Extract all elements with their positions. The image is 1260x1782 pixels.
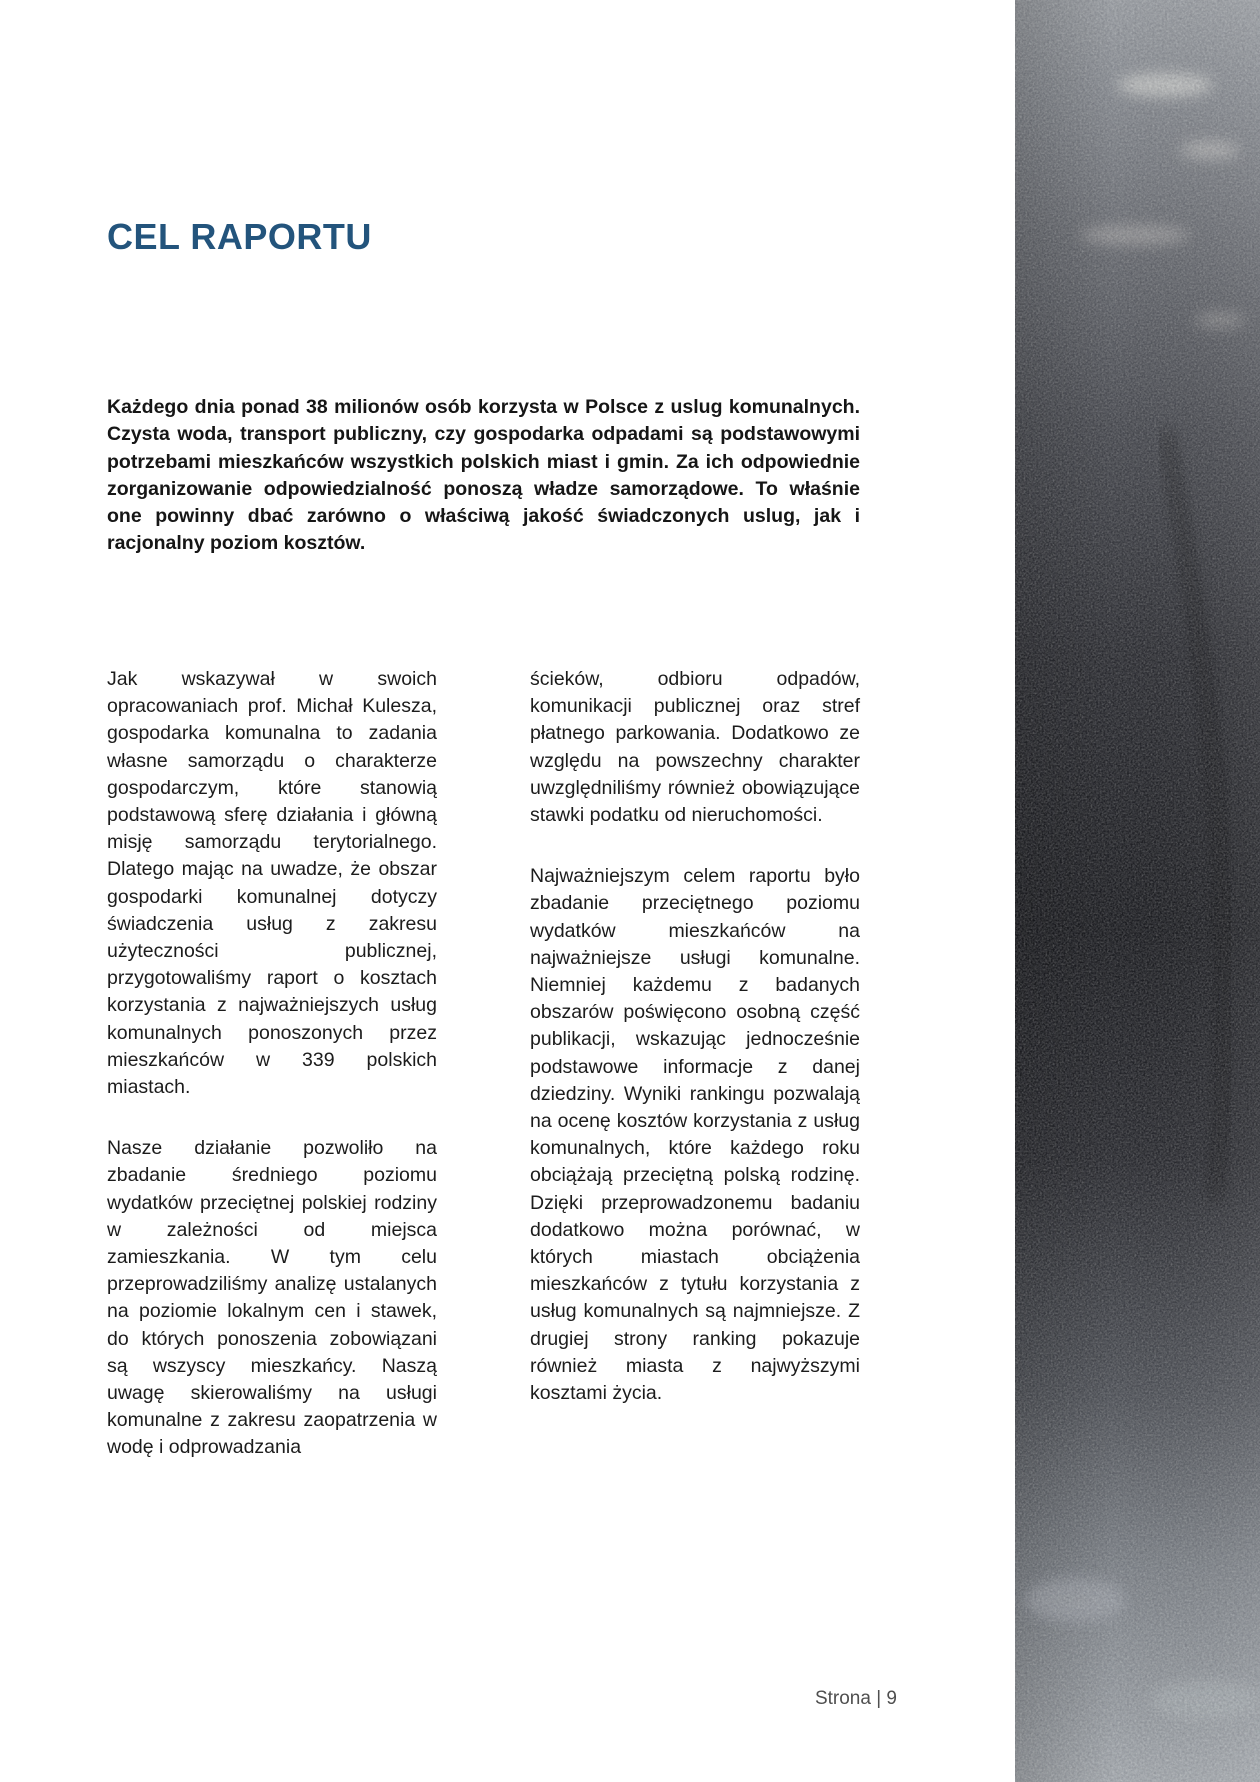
body-paragraph: ścieków, odbioru odpadów, komunikacji publicznej oraz stref płatnego parkowania. Dodatkowo ze względu na powszechny charakter uwzględniliśmy również obowiązujące stawki podatku od nieruchomości. bbox=[530, 668, 860, 827]
intro-paragraph: Każdego dnia ponad 38 milionów osób korzysta w Polsce z uslug komunalnych. Czysta woda, transport publiczny, czy gospodarka odpadami są podstawowymi potrzebami mieszkańców wszystkich polskich miast i gmin. Za ich odpowiednie zorganizowanie odpowiedzialność ponoszą władze samorządowe. To właśnie one powinny dbać zarówno o właściwą jakość świadczonych uslug, jak i racjonalny poziom kosztów. bbox=[107, 396, 860, 555]
page-number: Strona | 9 bbox=[814, 1688, 897, 1709]
two-column-body bbox=[107, 666, 860, 1496]
column-left bbox=[107, 666, 437, 1496]
column-right bbox=[530, 666, 860, 1496]
body-paragraph: Nasze działanie pozwoliło na zbadanie średniego poziomu wydatków przeciętnej polskiej rodziny w zależności od miejsca zamieszkania. W tym celu przeprowadziliśmy analizę ustalanych na poziomie lokalnym cen i stawek, do których ponoszenia zobowiązani są wszyscy mieszkańcy. Naszą uwagę skierowaliśmy na usługi komunalne z zakresu zaopatrzenia w wodę i odprowadzania bbox=[107, 1137, 437, 1459]
body-paragraph: Jak wskazywał w swoich opracowaniach prof. Michał Kulesza, gospodarka komunalna to zadania własne samorządu o charakterze gospodarczym, które stanowią podstawową sferę działania i główną misję samorządu terytorialnego. Dlatego mając na uwadze, że obszar gospodarki komunalnej dotyczy świadczenia usług z zakresu użyteczności publicznej, przygotowaliśmy raport o kosztach korzystania z najważniejszych usług komunalnych ponoszonych przez mieszkańców w 339 polskich miastach. bbox=[107, 668, 437, 1099]
texture-photo-image bbox=[1015, 0, 1260, 1782]
body-paragraph: Najważniejszym celem raportu było zbadanie przeciętnego poziomu wydatków mieszkańców na najważniejsze usługi komunalne. Niemniej każdemu z badanych obszarów poświęcono osobną część publikacji, wskazując jednocześnie podstawowe informacje z danej dziedziny. Wyniki rankingu pozwalają na ocenę kosztów korzystania z usług komunalnych, które każdego roku obciążają przeciętną polską rodzinę. Dzięki przeprowadzonemu badaniu dodatkowo można porównać, w których miastach obciążenia mieszkańców z tytułu korzystania z usług komunalnych są najmniejsze. Z drugiej strony ranking pokazuje również miasta z najwyższymi kosztami życia. bbox=[530, 865, 860, 1405]
page-title: CEL RAPORTU bbox=[107, 216, 372, 257]
texture-photo-strip bbox=[1015, 0, 1260, 1782]
